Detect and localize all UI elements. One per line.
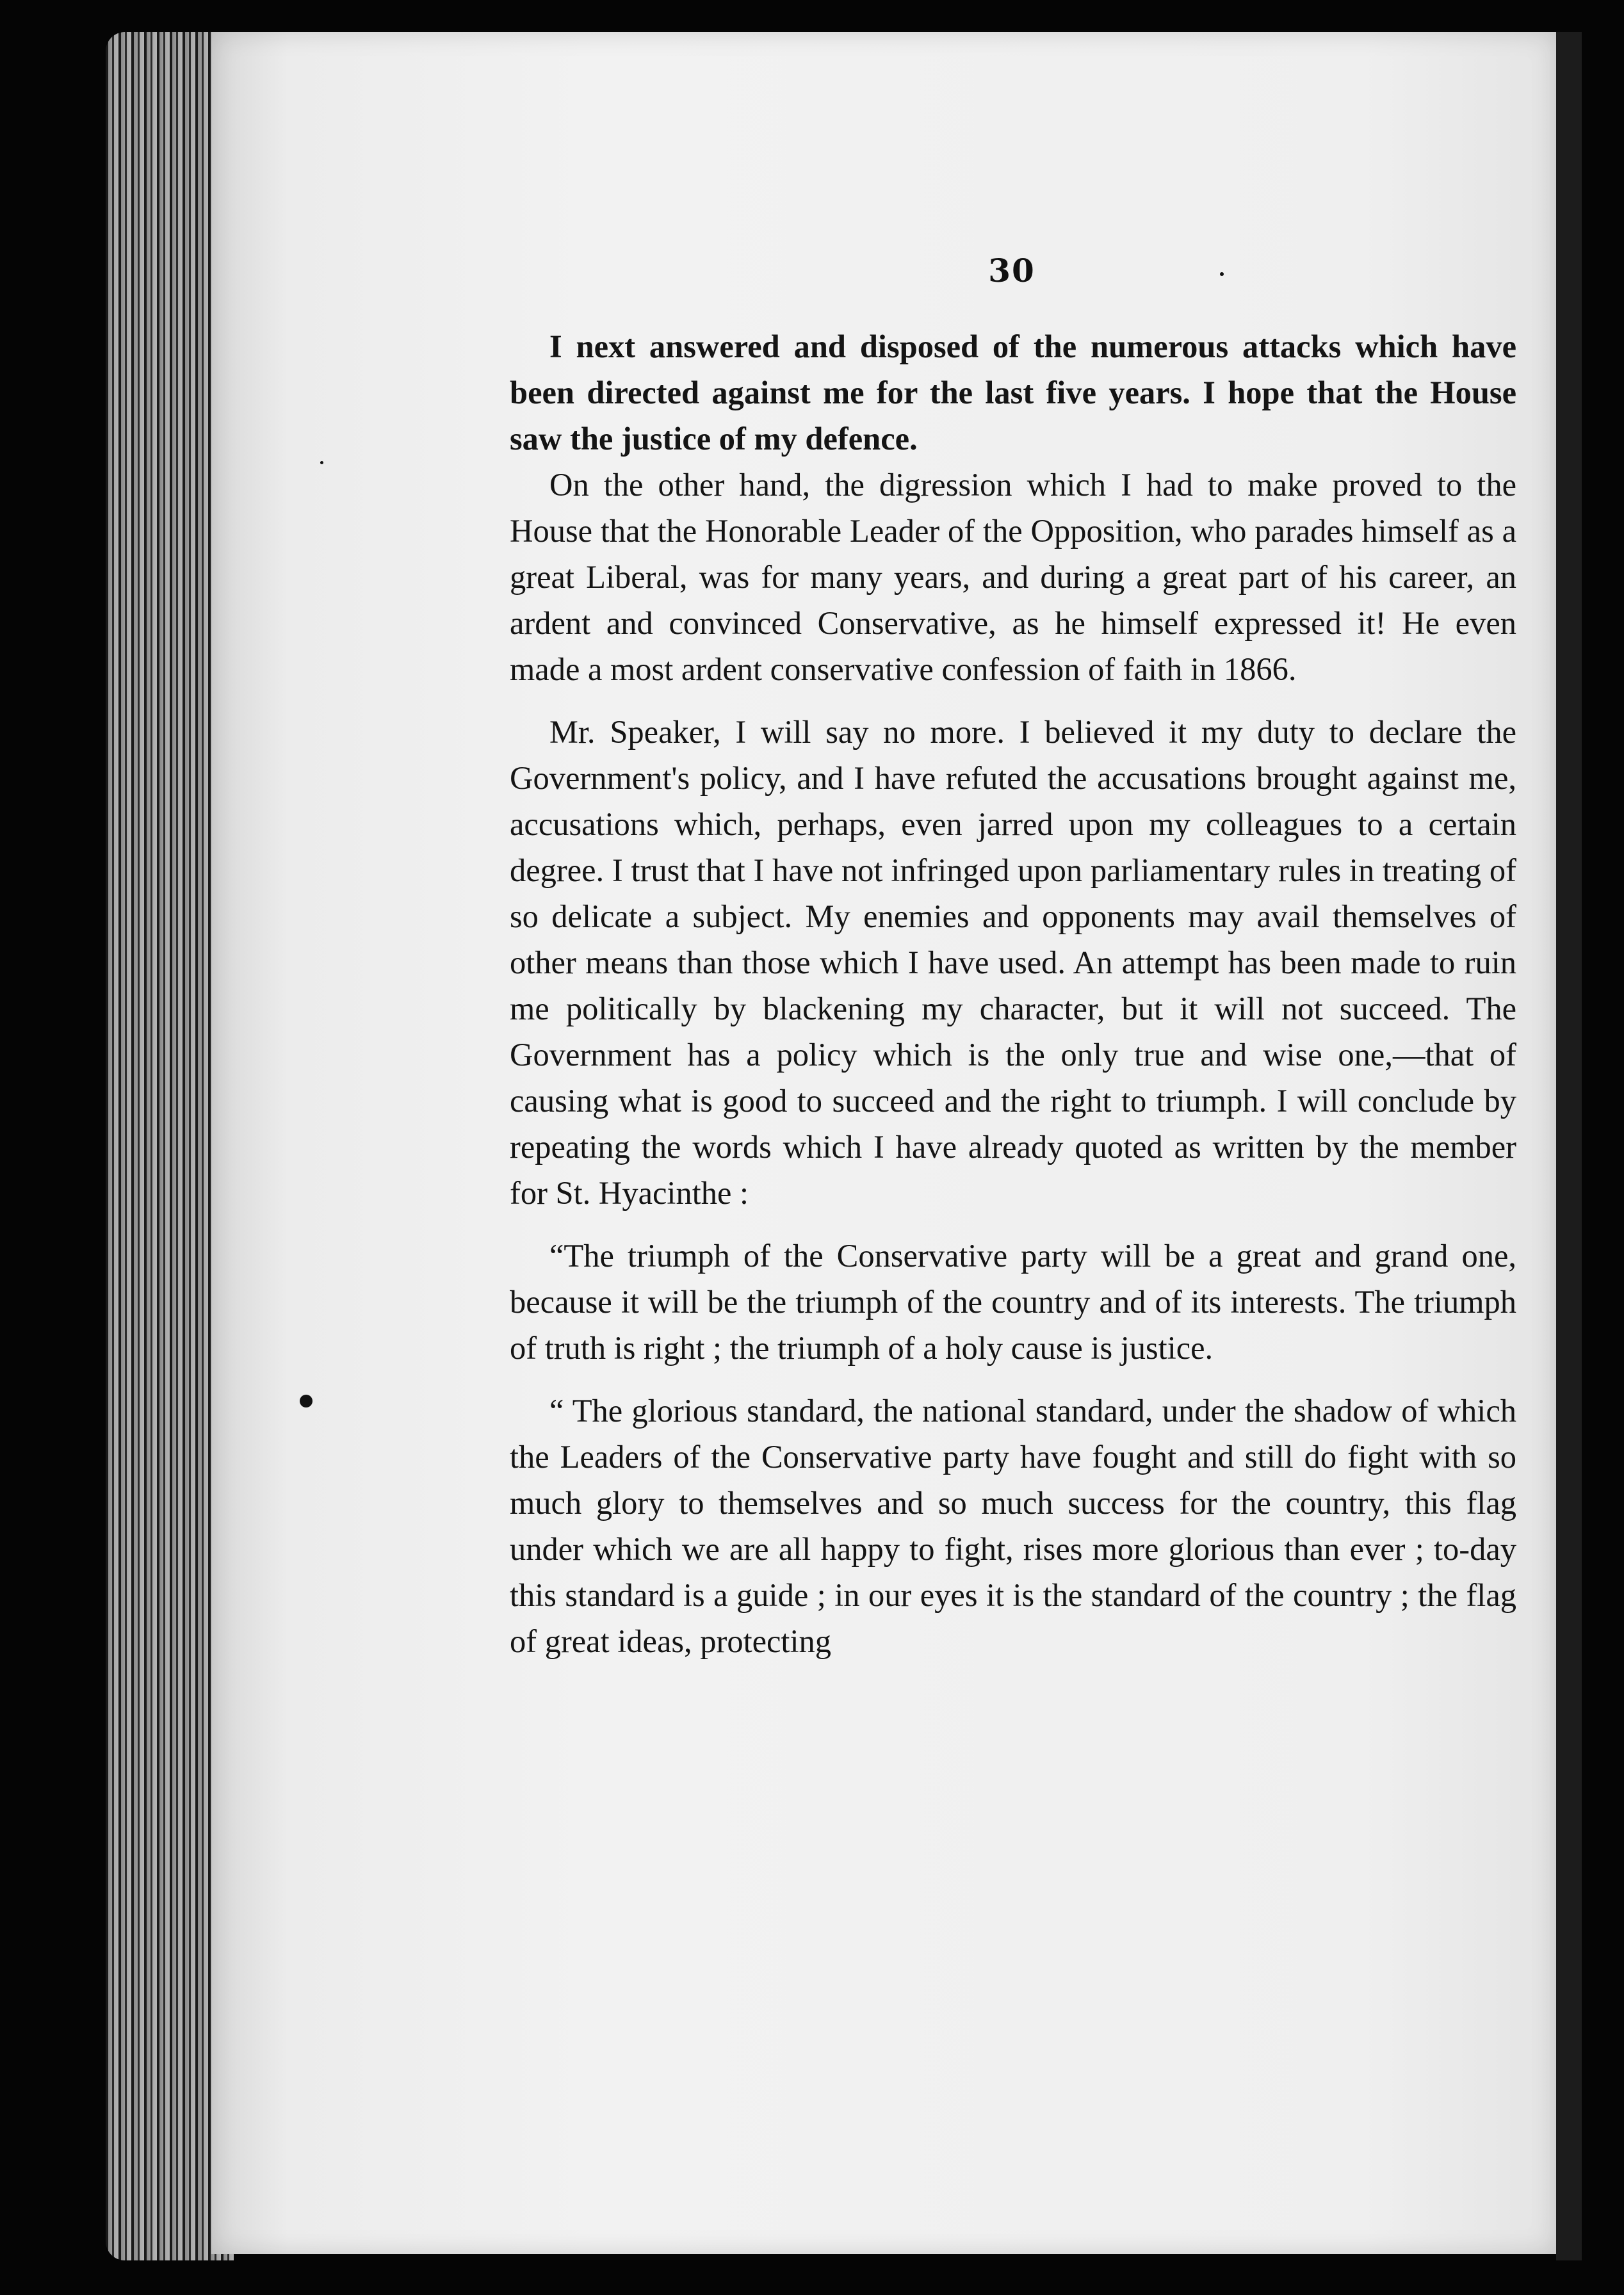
page-number: 30 — [988, 252, 1035, 289]
paragraph-5: “ The glorious standard, the national standard, under the shadow of which the Leaders of the Conservative party have fought and still do fight with so much glory to themselves and so much success for the country, this flag under which we are all happy to fight, rises more glorious than ever ; to-day this standard is a guide ; in our eyes it is the standard of the country ; the flag of great ideas, protecting — [510, 1393, 1516, 1659]
paragraph-3: Mr. Speaker, I will say no more. I believed it my duty to declare the Government's policy, and I have refuted the accusations brought against me, accusations which, perhaps, even jarred upon my colleagues to a certain degree. I trust that I have not infringed upon parliamentary rules in treating of so delicate a subject. My enemies and opponents may avail themselves of other means than those which I have used. An attempt has been made to ruin me politically by blackening my character, but it will not succeed. The Government has a policy which is the only true and wise one,—that of causing what is good to succeed and the right to triumph. I will conclude by repeating the words which I have already quoted as written by the member for St. Hyacinthe : — [510, 714, 1516, 1211]
ink-speck — [300, 1395, 313, 1407]
ink-speck — [320, 461, 323, 464]
paragraph-4: “The triumph of the Conservative party will be a great and grand one, because it will be the triumph of the country and of its interests. The triumph of truth is right ; the triumph of a holy cause is justice. — [510, 1238, 1516, 1366]
paragraph-1: I next answered and disposed of the numerous attacks which have been directed against me for the last five years. I hope that the House saw the justice of my defence. — [510, 328, 1516, 457]
page-body — [510, 323, 1516, 1664]
paragraph-2: On the other hand, the digression which I had to make proved to the House that the Honorable Leader of the Opposition, who parades himself as a great Liberal, was for many years, and during a great part of his career, an ardent and convinced Conservative, as he himself expressed it! He even made a most ardent conservative confession of faith in 1866. — [510, 467, 1516, 687]
page-gutter-shadow — [1556, 32, 1582, 2260]
ink-speck — [1220, 272, 1224, 276]
